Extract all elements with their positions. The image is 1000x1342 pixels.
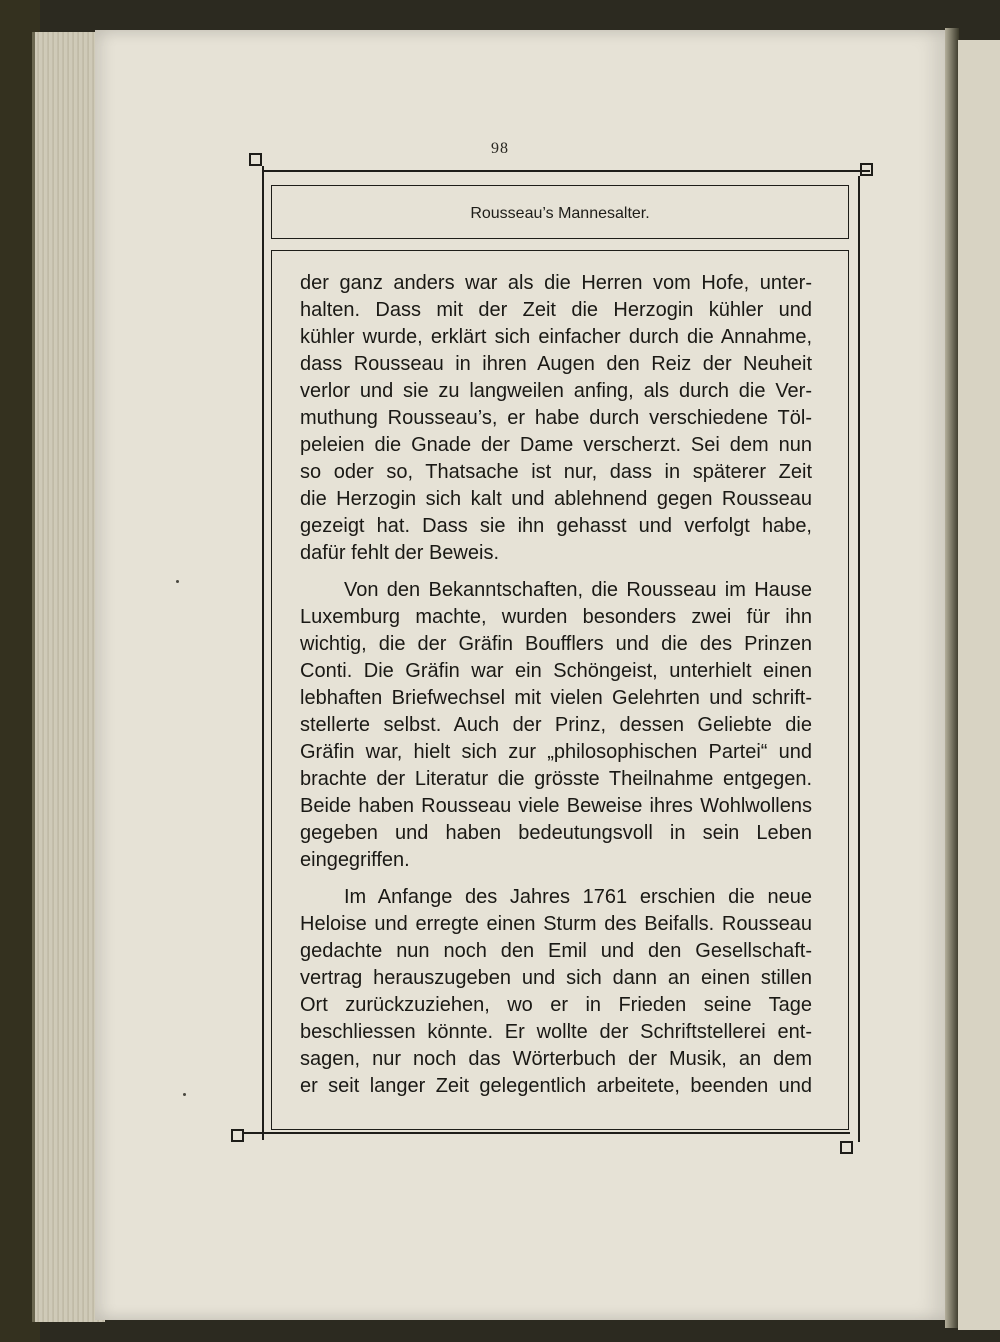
paragraph-1: [300, 270, 812, 567]
body-text: [300, 270, 812, 1110]
text-line: Beide haben Rousseau viele Beweise ihres Wohlwollens: [300, 795, 812, 817]
text-line: der ganz anders war als die Herren vom Hofe, unter-: [300, 272, 812, 294]
text-line: gezeigt hat. Dass sie ihn gehasst und verfolgt habe,: [300, 515, 812, 537]
paper-speck: [176, 580, 179, 583]
frame-left-rule: [262, 166, 264, 1140]
text-line: Ort zurückzuziehen, wo er in Frieden seine Tage: [300, 994, 812, 1016]
text-line: gegeben und haben bedeutungsvoll in sein Leben: [300, 822, 812, 844]
text-line: die Herzogin sich kalt und ablehnend gegen Rousseau: [300, 488, 812, 510]
text-line: gedachte nun noch den Emil und den Gesellschaft-: [300, 940, 812, 962]
frame-corner-top-left: [249, 153, 262, 166]
text-line: beschliessen könnte. Er wollte der Schriftstellerei ent-: [300, 1021, 812, 1043]
text-line: Gräfin war, hielt sich zur „philosophischen Partei“ und: [300, 741, 812, 763]
text-line: so oder so, Thatsache ist nur, dass in späterer Zeit: [300, 461, 812, 483]
frame-corner-bottom-left: [231, 1129, 244, 1142]
facing-page-sliver: [958, 40, 1000, 1330]
text-line: kühler wurde, erklärt sich einfacher durch die Annahme,: [300, 326, 812, 348]
text-line: verlor und sie zu langweilen anfing, als durch die Ver-: [300, 380, 812, 402]
text-line: Conti. Die Gräfin war ein Schöngeist, unterhielt einen: [300, 660, 812, 682]
paragraph-2: [300, 577, 812, 874]
text-line: brachte der Literatur die grösste Theilnahme entgegen.: [300, 768, 812, 790]
book-gutter: [945, 28, 959, 1328]
text-line: Luxemburg machte, wurden besonders zwei für ihn: [300, 606, 812, 628]
frame-corner-bottom-right: [840, 1141, 853, 1154]
text-line: muthung Rousseau’s, er habe durch verschiedene Töl-: [300, 407, 812, 429]
page-number: 98: [491, 140, 509, 157]
running-head-box: [271, 185, 849, 239]
text-line: eingegriffen.: [300, 849, 410, 871]
frame-bottom-rule: [244, 1132, 850, 1134]
text-line: stellerte selbst. Auch der Prinz, dessen Geliebte die: [300, 714, 812, 736]
text-line: vertrag herauszugeben und sich dann an einen stillen: [300, 967, 812, 989]
text-line: dass Rousseau in ihren Augen den Reiz der Neuheit: [300, 353, 812, 375]
frame-top-rule: [262, 170, 870, 172]
text-line: wichtig, die der Gräfin Boufflers und die des Prinzen: [300, 633, 812, 655]
text-line: er seit langer Zeit gelegentlich arbeitete, beenden und: [300, 1075, 812, 1097]
running-head: Rousseau’s Mannesalter.: [470, 205, 650, 222]
text-line: Von den Bekanntschaften, die Rousseau im Hause: [344, 579, 812, 601]
paper-speck: [183, 1093, 186, 1096]
text-line: dafür fehlt der Beweis.: [300, 542, 499, 564]
paragraph-3: [300, 884, 812, 1100]
text-line: Heloise und erregte einen Sturm des Beifalls. Rousseau: [300, 913, 812, 935]
frame-right-rule: [858, 176, 860, 1142]
text-line: lebhaften Briefwechsel mit vielen Gelehrten und schrift-: [300, 687, 812, 709]
text-line: Im Anfange des Jahres 1761 erschien die neue: [344, 886, 812, 908]
frame-corner-top-right: [860, 163, 873, 176]
text-line: sagen, nur noch das Wörterbuch der Musik, an dem: [300, 1048, 812, 1070]
text-line: halten. Dass mit der Zeit die Herzogin kühler und: [300, 299, 812, 321]
text-line: peleien die Gnade der Dame verscherzt. Sei dem nun: [300, 434, 812, 456]
